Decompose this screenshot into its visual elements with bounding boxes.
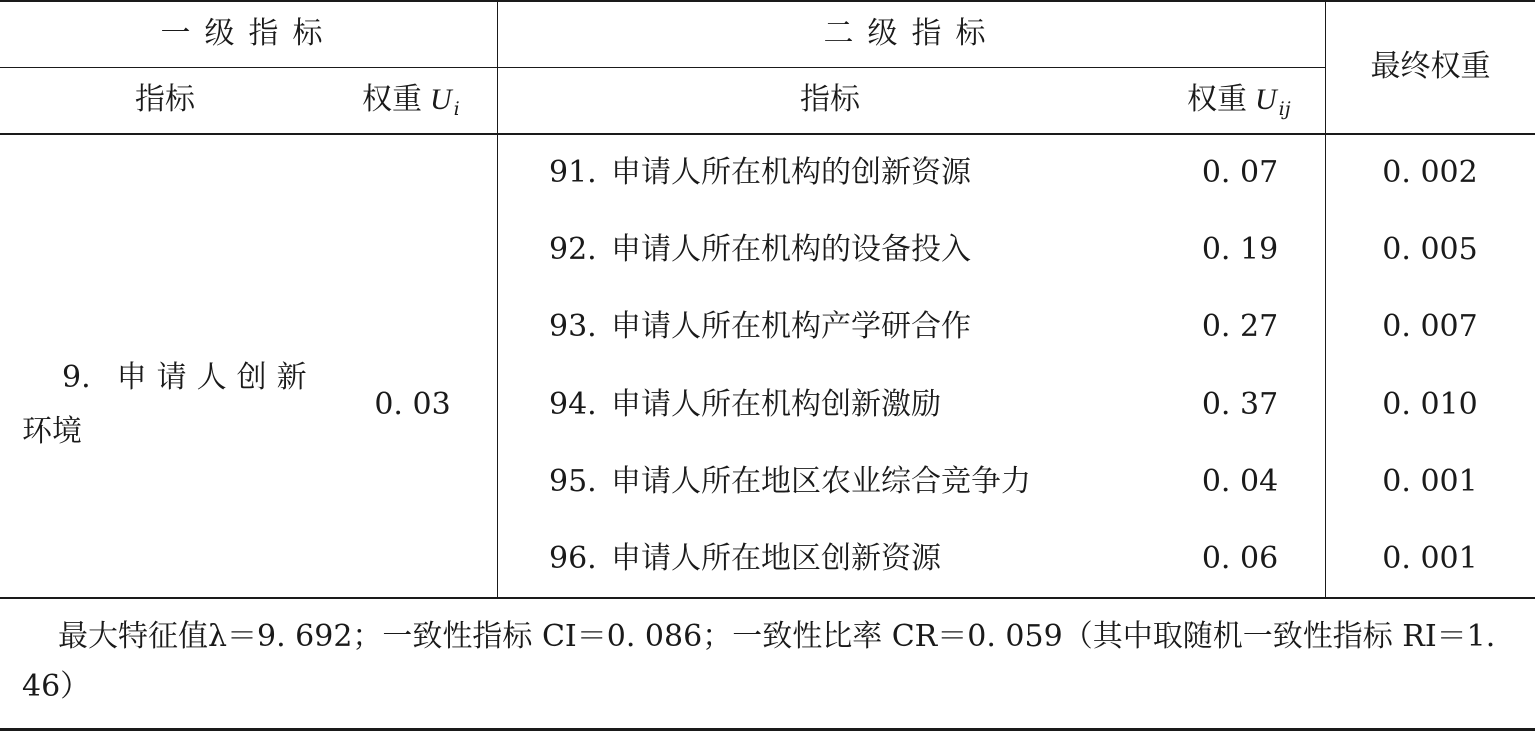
final-weight: 0. 001 [1382,541,1478,576]
weight-label: 权重 [1187,82,1247,117]
level2-name: 申请人所在机构的创新资源 [611,155,971,190]
level2-name: 申请人所在机构创新激励 [611,387,941,422]
header-level1: 一级指标 [160,16,337,51]
header-level1-indicator: 指标 [135,82,195,117]
header-level2: 二级指标 [823,16,1000,51]
body-bottom-rule [0,597,1535,599]
table-top-rule [0,0,1535,2]
header-level1-weight [362,80,497,120]
level2-weight: 0. 37 [1201,387,1279,422]
level2-name: 申请人所在机构产学研合作 [611,309,971,344]
level2-number: 95. [549,464,597,499]
level2-weight: 0. 27 [1201,309,1279,344]
column-divider-1 [497,0,498,598]
final-weight: 0. 002 [1382,155,1478,190]
level2-number: 96. [549,541,597,576]
level1-indicator-weight: 0. 03 [374,387,451,422]
final-weight: 0. 007 [1382,309,1478,344]
level2-indicator [549,539,1169,579]
final-weight: 0. 001 [1382,464,1478,499]
final-weight: 0. 010 [1382,387,1478,422]
level2-number: 93. [549,309,597,344]
weight-label: 权重 [362,82,422,117]
weight-subscript: ij [1278,97,1291,120]
level1-indicator-name: 申请人创新 [116,360,317,395]
weight-subscript: i [453,97,460,120]
level2-name: 申请人所在地区创新资源 [611,541,941,576]
level2-weight: 0. 04 [1201,464,1279,499]
level1-indicator-line1 [62,358,362,398]
final-weight: 0. 005 [1382,232,1478,267]
table-footnote: 最大特征值λ＝9. 692；一致性指标 CI＝0. 086；一致性比率 CR＝0. 059（其中取随机一致性指标 RI＝1. 46） [22,619,1496,704]
level2-indicator [549,153,1169,193]
weight-symbol: U [1255,83,1277,116]
level2-name: 申请人所在地区农业综合竞争力 [611,464,1031,499]
level2-weight: 0. 07 [1201,155,1279,190]
header-final-weight: 最终权重 [1370,49,1491,84]
table-bottom-rule [0,728,1535,731]
weight-symbol: U [430,83,452,116]
level2-name: 申请人所在机构的设备投入 [611,232,971,267]
column-divider-2 [1325,0,1326,598]
level2-number: 91. [549,155,597,190]
header-bottom-rule [0,133,1535,135]
header-level2-indicator: 指标 [800,82,860,117]
level2-number: 94. [549,387,597,422]
level2-indicator [549,462,1169,502]
level2-weight: 0. 06 [1201,541,1279,576]
level2-weight: 0. 19 [1201,232,1279,267]
level2-indicator [549,307,1169,347]
level2-indicator [549,230,1169,270]
level1-indicator-line2: 环境 [22,414,82,449]
level2-indicator [549,385,1169,425]
header-divider-rule [0,67,1325,68]
level2-number: 92. [549,232,597,267]
header-level2-weight [1187,80,1325,120]
level1-indicator-number: 9. [62,360,91,395]
